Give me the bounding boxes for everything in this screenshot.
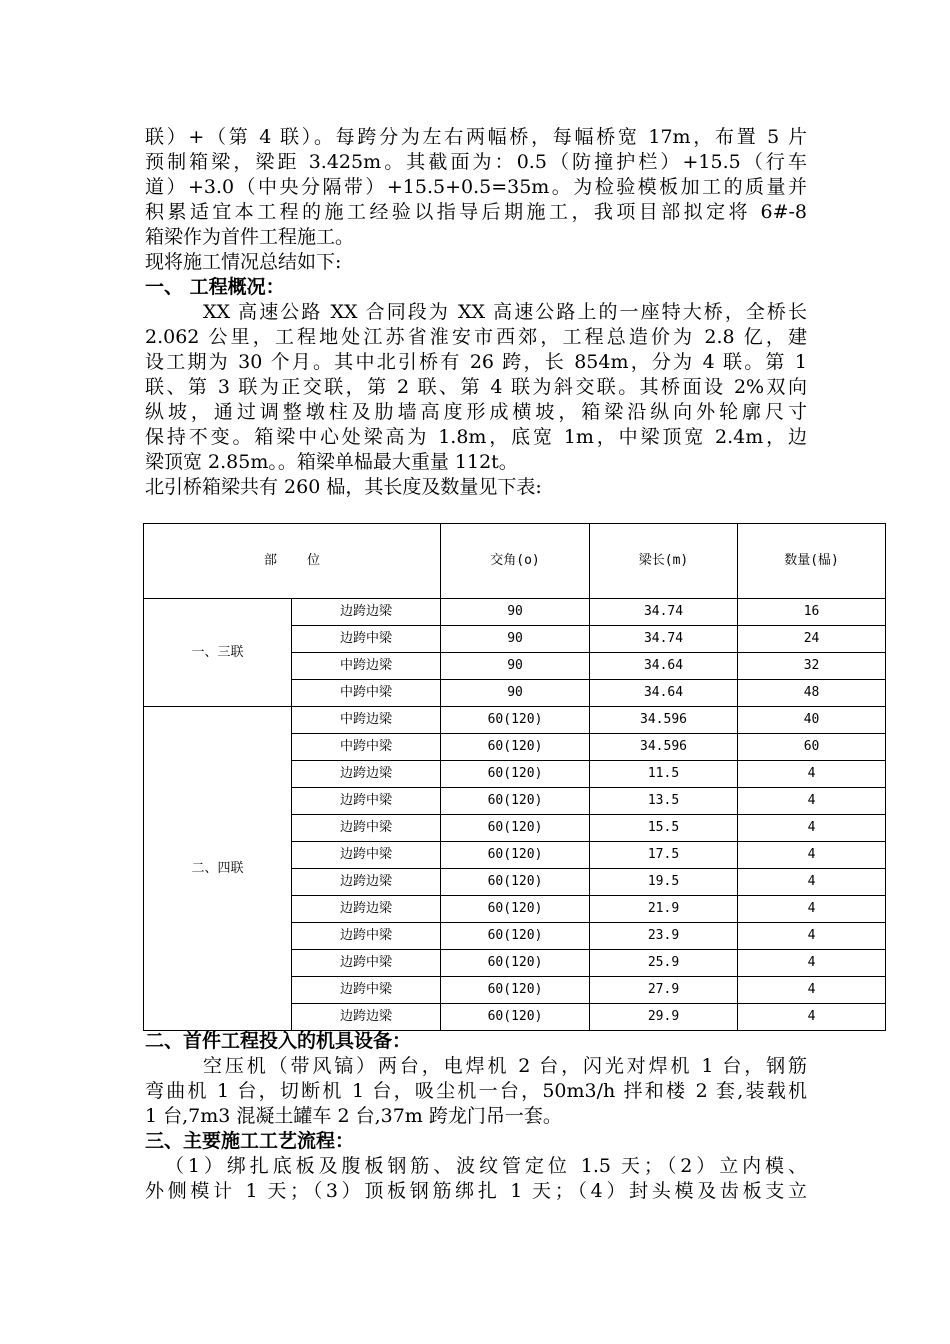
paragraph-line: XX 高速公路 XX 合同段为 XX 高速公路上的一座特大桥，全桥长 [203,301,807,323]
beam-type-cell: 边跨边梁 [292,599,441,626]
beam-type-cell: 边跨边梁 [292,1004,441,1031]
paragraph-line: 积累适宜本工程的施工经验以指导后期施工，我项目部拟定将 6#-8 [145,201,807,223]
beam-type-cell: 边跨中梁 [292,923,441,950]
count-cell: 4 [738,788,886,815]
table-header-row [144,524,886,599]
count-cell: 60 [738,734,886,761]
angle-cell: 60(120) [441,977,590,1004]
length-cell: 34.64 [590,680,738,707]
paragraph-line: 空压机（带风镐）两台，电焊机 2 台，闪光对焊机 1 台，钢筋 [203,1055,807,1077]
count-cell: 16 [738,599,886,626]
count-cell: 4 [738,761,886,788]
beam-type-cell: 中跨中梁 [292,734,441,761]
count-cell: 4 [738,896,886,923]
length-cell: 34.74 [590,599,738,626]
angle-cell: 90 [441,653,590,680]
length-cell: 29.9 [590,1004,738,1031]
angle-cell: 60(120) [441,842,590,869]
paragraph-line: 预制箱梁，梁距 3.425m。其截面为：0.5（防撞护栏）+15.5（行车 [145,151,807,173]
header-count: 数量(榀) [738,524,886,599]
length-cell: 27.9 [590,977,738,1004]
beam-type-cell: 边跨中梁 [292,977,441,1004]
header-length: 梁长(m) [590,524,738,599]
count-cell: 4 [738,923,886,950]
paragraph-line: 外侧模计 1 天；（3）顶板钢筋绑扎 1 天；（4）封头模及齿板支立 [145,1180,807,1202]
header-angle: 交角(o) [441,524,590,599]
angle-cell: 60(120) [441,788,590,815]
count-cell: 32 [738,653,886,680]
paragraph-line: 设工期为 30 个月。其中北引桥有 26 跨，长 854m，分为 4 联。第 1 [145,351,807,373]
angle-cell: 60(120) [441,950,590,977]
length-cell: 11.5 [590,761,738,788]
table-row [144,707,886,734]
angle-cell: 90 [441,626,590,653]
length-cell: 34.64 [590,653,738,680]
beam-type-cell: 边跨中梁 [292,788,441,815]
paragraph-line: （1）绑扎底板及腹板钢筋、波纹管定位 1.5 天；（2）立内模、 [165,1155,807,1177]
beam-type-cell: 中跨边梁 [292,707,441,734]
beam-type-cell: 边跨中梁 [292,815,441,842]
count-cell: 4 [738,1004,886,1031]
paragraph-line: 2.062 公里，工程地处江苏省淮安市西郊，工程总造价为 2.8 亿，建 [145,326,807,348]
length-cell: 25.9 [590,950,738,977]
count-cell: 48 [738,680,886,707]
paragraph-line: 保持不变。箱梁中心处梁高为 1.8m，底宽 1m，中梁顶宽 2.4m，边 [145,426,807,448]
angle-cell: 60(120) [441,869,590,896]
length-cell: 21.9 [590,896,738,923]
paragraph-line: 弯曲机 1 台，切断机 1 台，吸尘机一台，50m3/h 拌和楼 2 套,装载机 [145,1080,807,1102]
length-cell: 34.596 [590,707,738,734]
paragraph-line: 北引桥箱梁共有 260 榀，其长度及数量见下表: [145,476,542,498]
count-cell: 4 [738,815,886,842]
length-cell: 34.596 [590,734,738,761]
paragraph-line: 现将施工情况总结如下: [145,251,342,273]
table-row [144,599,886,626]
beam-type-cell: 边跨边梁 [292,761,441,788]
paragraph-line: 纵坡，通过调整墩柱及肋墙高度形成横坡，箱梁沿纵向外轮廓尺寸 [145,401,807,423]
header-part: 部位 [144,524,441,599]
paragraph-line: 箱梁作为首件工程施工。 [145,226,355,248]
length-cell: 13.5 [590,788,738,815]
count-cell: 40 [738,707,886,734]
length-cell: 17.5 [590,842,738,869]
angle-cell: 90 [441,599,590,626]
angle-cell: 60(120) [441,707,590,734]
length-cell: 15.5 [590,815,738,842]
length-cell: 34.74 [590,626,738,653]
angle-cell: 60(120) [441,896,590,923]
angle-cell: 60(120) [441,1004,590,1031]
beam-type-cell: 中跨边梁 [292,653,441,680]
paragraph-line: 联、第 3 联为正交联，第 2 联、第 4 联为斜交联。其桥面设 2%双向 [145,376,807,398]
angle-cell: 60(120) [441,761,590,788]
paragraph-line: 1 台,7m3 混凝土罐车 2 台,37m 跨龙门吊一套。 [145,1105,562,1127]
angle-cell: 90 [441,680,590,707]
group-label: 一、三联 [144,599,292,707]
paragraph-line: 道）+3.0（中央分隔带）+15.5+0.5=35m。为检验模板加工的质量并 [145,176,807,198]
beam-type-cell: 边跨边梁 [292,896,441,923]
beam-type-cell: 边跨中梁 [292,626,441,653]
length-cell: 23.9 [590,923,738,950]
length-cell: 19.5 [590,869,738,896]
beam-type-cell: 边跨边梁 [292,869,441,896]
angle-cell: 60(120) [441,815,590,842]
angle-cell: 60(120) [441,734,590,761]
section-heading: 三、主要施工工艺流程： [145,1130,355,1152]
count-cell: 4 [738,842,886,869]
section-heading: 一、 工程概况： [145,276,285,298]
angle-cell: 60(120) [441,923,590,950]
count-cell: 4 [738,977,886,1004]
beam-type-cell: 中跨中梁 [292,680,441,707]
beam-type-cell: 边跨中梁 [292,950,441,977]
section-heading: 二、首件工程投入的机具设备： [145,1030,412,1052]
beam-type-cell: 边跨中梁 [292,842,441,869]
group-label: 二、四联 [144,707,292,1031]
beam-table [143,523,886,1031]
count-cell: 4 [738,869,886,896]
count-cell: 4 [738,950,886,977]
paragraph-line: 梁顶宽 2.85m。。箱梁单榀最大重量 112t。 [145,451,518,473]
count-cell: 24 [738,626,886,653]
paragraph-line: 联）+（第 4 联）。每跨分为左右两幅桥，每幅桥宽 17m，布置 5 片 [145,126,807,148]
